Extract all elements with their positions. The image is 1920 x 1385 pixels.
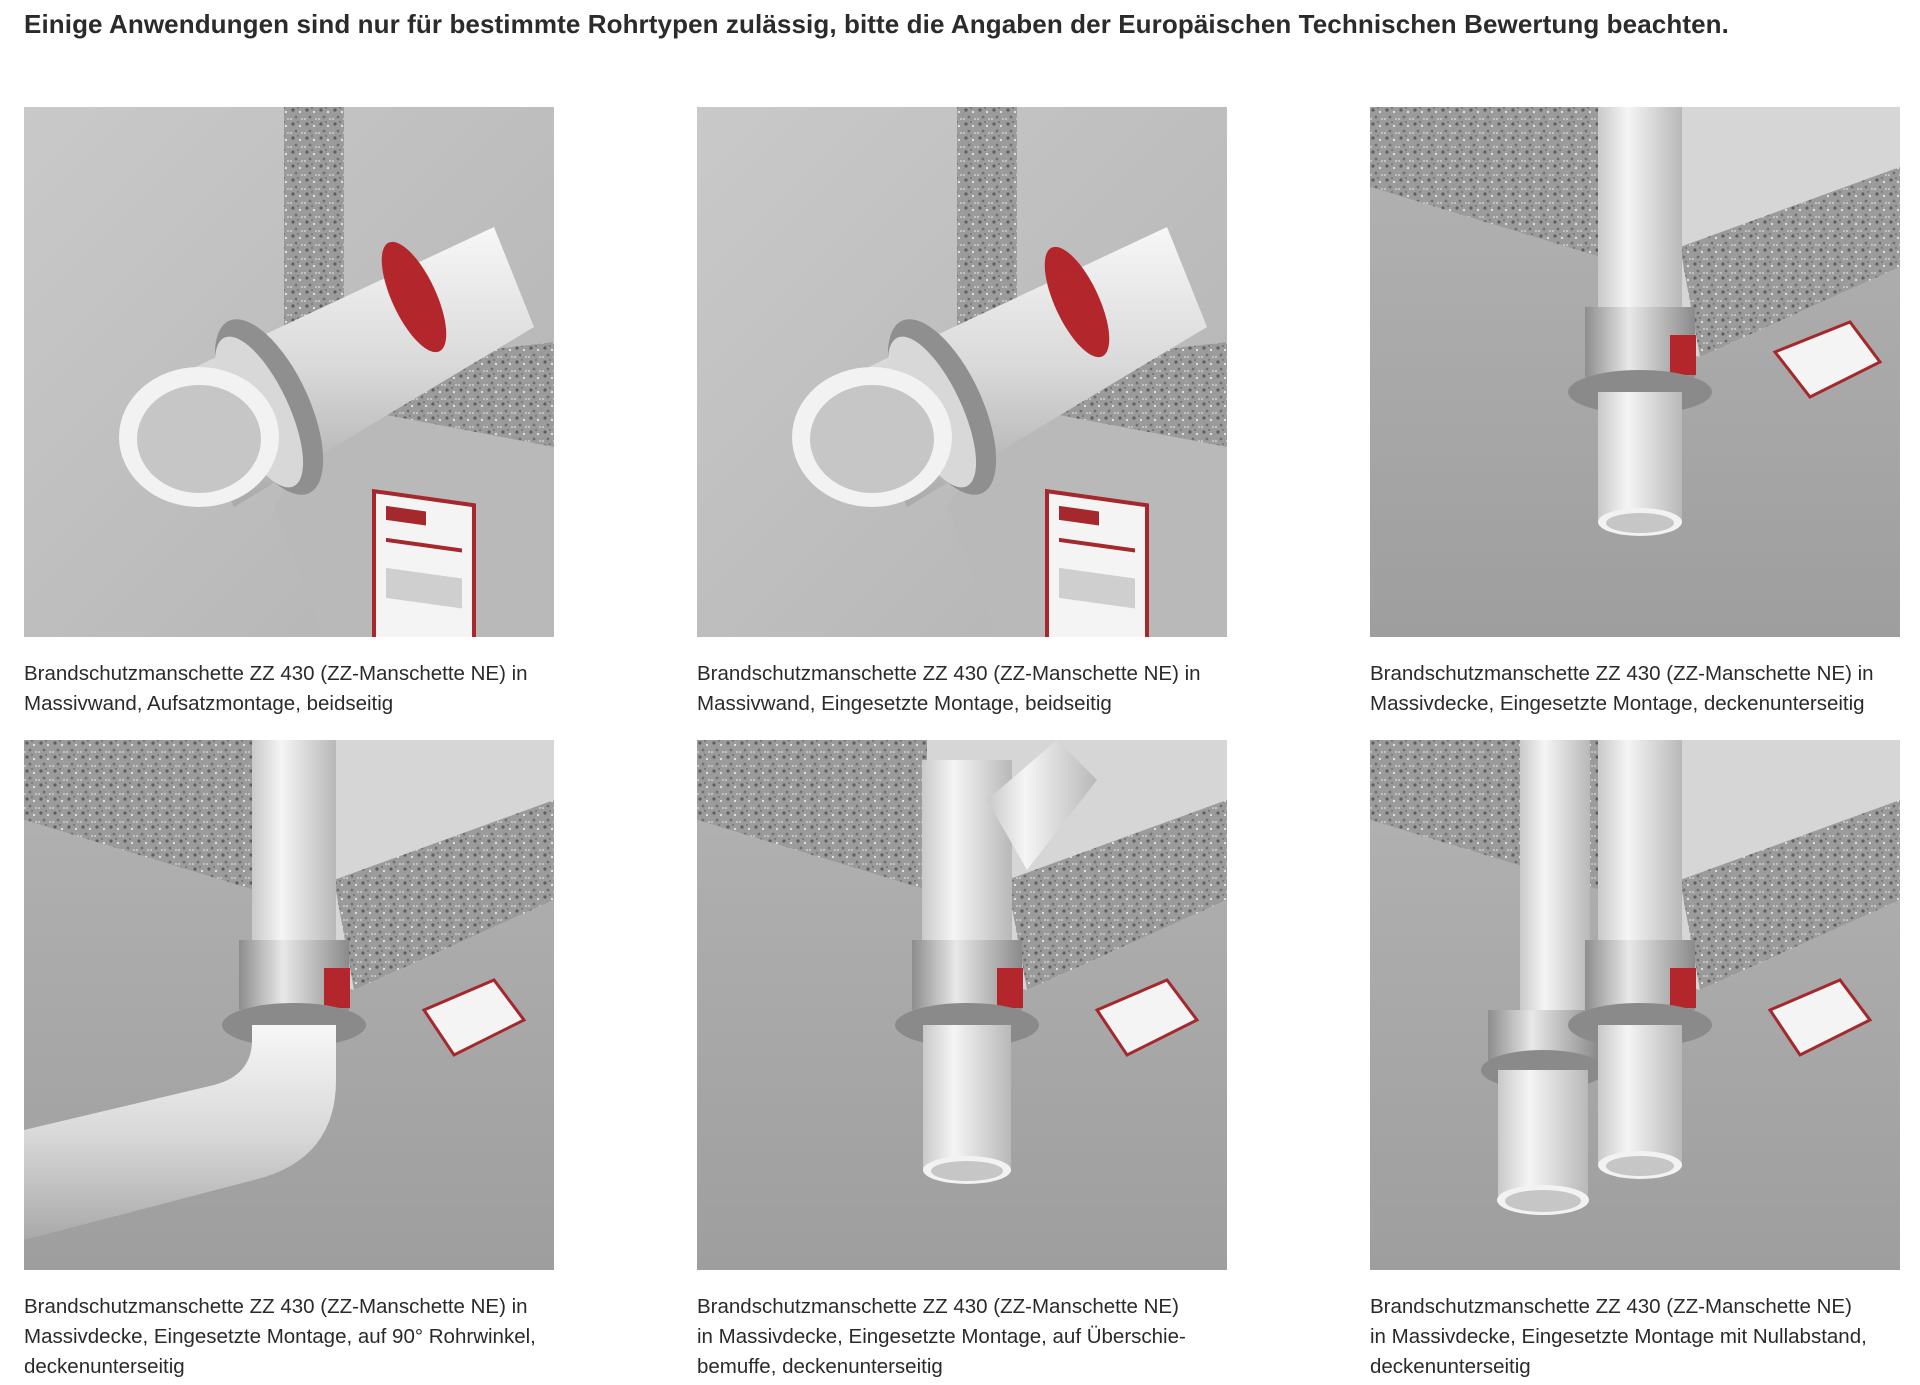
caption-line: Brandschutzmanschette ZZ 430 (ZZ-Manschette NE) in (1370, 662, 1874, 685)
caption-line: Massivdecke, Eingesetzte Montage, deckenunterseitig (1370, 692, 1865, 715)
caption-line: in Massivdecke, Eingesetzte Montage mit Nullabstand, (1370, 1325, 1867, 1348)
caption-line: deckenunterseitig (24, 1355, 185, 1378)
caption-line: in Massivdecke, Eingesetzte Montage, auf Überschie- (697, 1325, 1186, 1348)
caption-line: Brandschutzmanschette ZZ 430 (ZZ-Manschette NE) in (697, 662, 1201, 685)
wall-surface-mounted-collar-illustration (24, 107, 554, 637)
caption-line: Massivdecke, Eingesetzte Montage, auf 90° Rohrwinkel, (24, 1325, 536, 1348)
figure-5-image (697, 740, 1227, 1270)
figure-1-caption (24, 659, 584, 719)
ceiling-collar-on-coupling-sleeve-illustration (697, 740, 1227, 1270)
ceiling-inserted-collar-illustration (1370, 107, 1900, 637)
figure-4-image (24, 740, 554, 1270)
figure-2-image (697, 107, 1227, 637)
caption-line: Brandschutzmanschette ZZ 430 (ZZ-Manschette NE) in (24, 662, 528, 685)
caption-line: Brandschutzmanschette ZZ 430 (ZZ-Manschette NE) in (24, 1295, 528, 1318)
figure-5-caption (697, 1292, 1257, 1382)
figure-6-caption (1370, 1292, 1920, 1382)
caption-line: Massivwand, Eingesetzte Montage, beidseitig (697, 692, 1112, 715)
figure-1-image (24, 107, 554, 637)
wall-inserted-collar-illustration (697, 107, 1227, 637)
figure-3-image (1370, 107, 1900, 637)
figure-6-image (1370, 740, 1900, 1270)
caption-line: Brandschutzmanschette ZZ 430 (ZZ-Manschette NE) (1370, 1295, 1852, 1318)
caption-line: deckenunterseitig (1370, 1355, 1531, 1378)
page-heading: Einige Anwendungen sind nur für bestimmte Rohrtypen zulässig, bitte die Angaben der Europäischen Technischen Bewertung beachten. (24, 9, 1729, 39)
caption-line: bemuffe, deckenunterseitig (697, 1355, 943, 1378)
figure-3-caption (1370, 659, 1920, 719)
ceiling-zero-distance-collars-illustration (1370, 740, 1900, 1270)
caption-line: Massivwand, Aufsatzmontage, beidseitig (24, 692, 394, 715)
ceiling-collar-on-90-degree-elbow-illustration (24, 740, 554, 1270)
caption-line: Brandschutzmanschette ZZ 430 (ZZ-Manschette NE) (697, 1295, 1179, 1318)
figure-2-caption (697, 659, 1257, 719)
figure-4-caption (24, 1292, 584, 1382)
